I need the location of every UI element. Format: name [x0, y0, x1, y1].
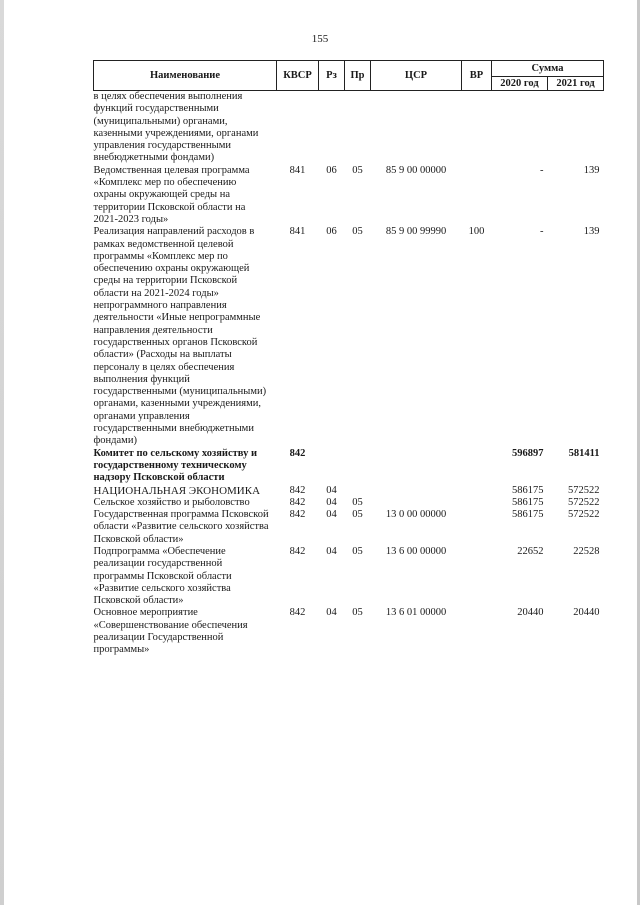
cell-csr	[371, 497, 462, 509]
cell-vr	[462, 607, 492, 656]
cell-2020: 586175	[512, 509, 544, 521]
cell-rz: 04	[326, 509, 337, 521]
cell-kvsr: 842	[289, 447, 306, 459]
cell-name: Ведомственная целевая программа «Комплекс мер по обеспечению охраны окружающей среды на территории Псковской области на 2021-2023 годы»	[93, 164, 250, 225]
cell-2020: -	[540, 226, 544, 238]
cell-csr	[371, 91, 462, 165]
cell-pr	[345, 448, 371, 485]
cell-kvsr	[277, 91, 319, 165]
cell-2020: 586175	[512, 484, 544, 496]
cell-vr	[462, 91, 492, 165]
cell-2020: 586175	[512, 496, 544, 508]
header-rz: Рз	[319, 61, 345, 91]
cell-rz	[319, 448, 345, 485]
table-row	[94, 165, 604, 226]
table-row	[94, 607, 604, 656]
cell-rz: 06	[326, 164, 337, 176]
cell-pr: 05	[352, 509, 363, 521]
cell-vr	[462, 546, 492, 607]
cell-kvsr: 842	[289, 545, 306, 557]
cell-2020: 596897	[512, 447, 544, 459]
table-row	[94, 448, 604, 485]
cell-name: Реализация направлений расходов в рамках ведомственной целевой программы «Комплекс мер по обеспечению охраны окружающей среды на территории Псковской области на 2021-2024 годы» непрограммного направления деятельности «Иные непрограммные направления деятельности государственных органов Псковской области» (Расходы на выплаты персоналу в целях обеспечения выполнения функций государственными (муниципальными) органами, казенными учреждениями, органами управления государственными внебюджетными фондами)	[93, 226, 267, 447]
cell-vr	[462, 165, 492, 226]
cell-rz: 04	[326, 484, 337, 496]
cell-name: НАЦИОНАЛЬНАЯ ЭКОНОМИКА	[93, 484, 261, 497]
cell-rz: 04	[326, 496, 337, 508]
cell-pr: 05	[352, 545, 363, 557]
cell-kvsr: 842	[289, 496, 306, 508]
cell-kvsr: 842	[289, 484, 306, 496]
cell-vr	[462, 497, 492, 509]
cell-kvsr: 841	[289, 164, 306, 176]
cell-name: Государственная программа Псковской области «Развитие сельского хозяйства Псковской области»	[93, 509, 269, 545]
cell-2021: 572522	[568, 496, 600, 508]
cell-kvsr: 842	[289, 509, 306, 521]
header-kvsr: КВСР	[277, 61, 319, 91]
header-name: Наименование	[94, 61, 277, 91]
header-2021: 2021 год	[548, 77, 604, 91]
cell-2020: -	[540, 164, 544, 176]
cell-kvsr: 842	[289, 607, 306, 619]
cell-2021: 581411	[568, 447, 600, 459]
table-row	[94, 485, 604, 497]
cell-csr: 85 9 00 99990	[385, 226, 447, 238]
cell-2021: 572522	[568, 509, 600, 521]
table-body	[94, 91, 604, 657]
cell-name: в целях обеспечения выполнения функций государственными (муниципальными) органами, казенными учреждениями, органами управления государственными внебюджетными фондами)	[93, 91, 259, 164]
cell-name: Основное мероприятие «Совершенствование обеспечения реализации Государственной программы»	[93, 607, 248, 656]
cell-2021	[548, 91, 604, 165]
cell-pr: 05	[352, 164, 363, 176]
header-sum: Сумма	[492, 61, 604, 77]
cell-csr: 13 6 01 00000	[385, 607, 447, 619]
budget-table-container	[93, 60, 613, 657]
cell-pr: 05	[352, 607, 363, 619]
cell-name: Комитет по сельскому хозяйству и государственному техническому надзору Псковской области	[93, 447, 258, 484]
cell-csr	[371, 485, 462, 497]
header-csr: ЦСР	[371, 61, 462, 91]
cell-vr	[462, 485, 492, 497]
cell-csr: 13 0 00 00000	[385, 509, 447, 521]
cell-name: Сельское хозяйство и рыболовство	[93, 496, 250, 508]
cell-pr: 05	[352, 496, 363, 508]
budget-table	[93, 60, 604, 657]
cell-rz: 04	[326, 607, 337, 619]
cell-2021: 22528	[573, 545, 600, 557]
cell-2021: 139	[583, 164, 600, 176]
cell-vr	[462, 509, 492, 546]
table-row	[94, 226, 604, 447]
cell-pr	[345, 485, 371, 497]
cell-csr: 13 6 00 00000	[385, 545, 447, 557]
table-row	[94, 509, 604, 546]
header-pr: Пр	[345, 61, 371, 91]
cell-csr: 85 9 00 00000	[385, 164, 447, 176]
table-header	[94, 61, 604, 91]
cell-2021: 572522	[568, 484, 600, 496]
cell-vr: 100	[468, 226, 485, 238]
cell-pr	[345, 91, 371, 165]
cell-csr	[371, 448, 462, 485]
cell-vr	[462, 448, 492, 485]
cell-rz: 04	[326, 545, 337, 557]
table-row	[94, 91, 604, 165]
cell-2021: 20440	[573, 607, 600, 619]
table-row	[94, 497, 604, 509]
cell-2021: 139	[583, 226, 600, 238]
cell-pr: 05	[352, 226, 363, 238]
cell-kvsr: 841	[289, 226, 306, 238]
page-number: 155	[311, 33, 329, 45]
cell-2020: 22652	[517, 545, 544, 557]
table-row	[94, 546, 604, 607]
scan-edge-left	[0, 0, 4, 905]
cell-name: Подпрограмма «Обеспечение реализации государственной программы Псковской области «Развитие сельского хозяйства Псковской области»	[93, 545, 232, 607]
header-vr: ВР	[462, 61, 492, 91]
cell-2020	[492, 91, 548, 165]
cell-rz: 06	[326, 226, 337, 238]
header-2020: 2020 год	[492, 77, 548, 91]
cell-2020: 20440	[517, 607, 544, 619]
cell-rz	[319, 91, 345, 165]
